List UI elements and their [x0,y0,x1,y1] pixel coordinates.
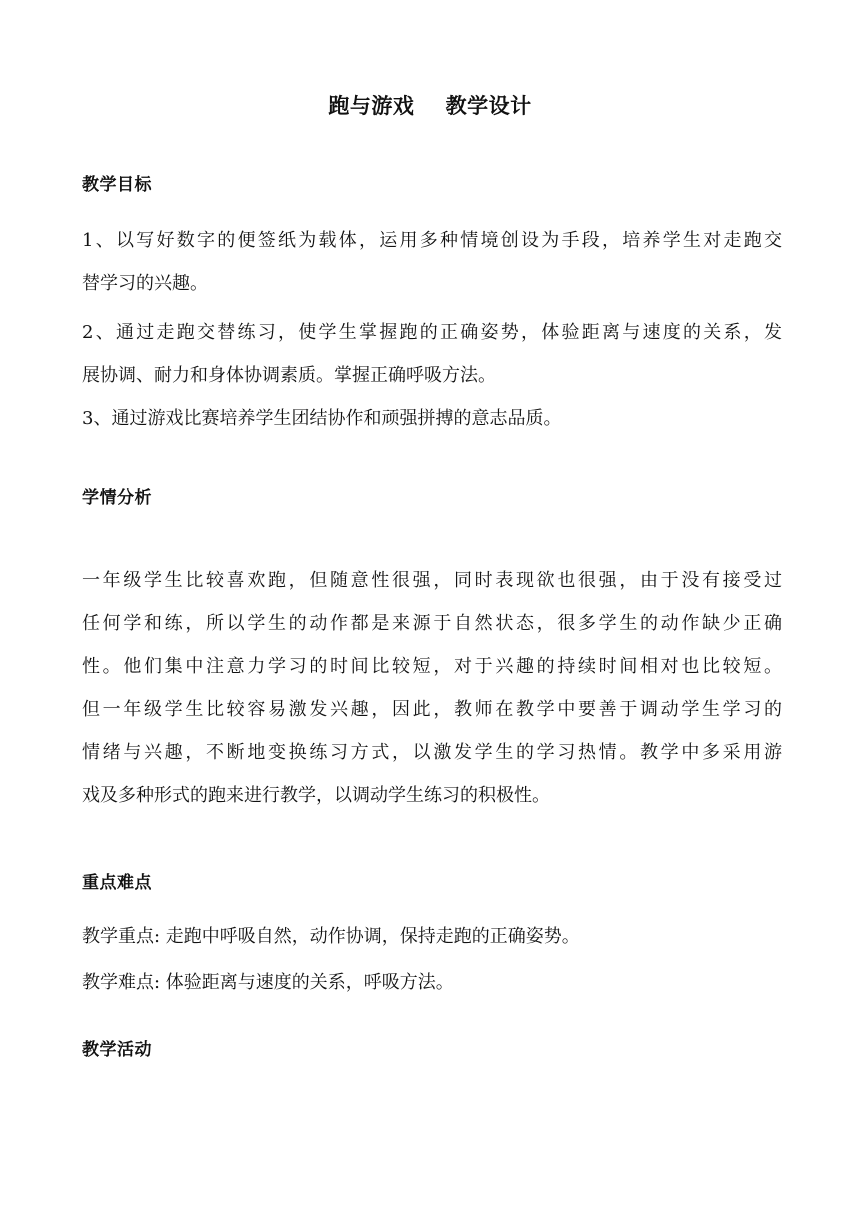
paragraph-line: 教学重点: 走跑中呼吸自然，动作协调，保持走跑的正确姿势。 [82,926,580,947]
paragraph-line: 替学习的兴趣。 [82,273,208,294]
difficulty-paragraph [82,961,782,1004]
section-heading-activities: 教学活动 [82,1040,152,1060]
paragraph-line: 一年级学生比较喜欢跑，但随意性很强，同时表现欲也很强，由于没有接受过 [82,570,782,591]
analysis-paragraph [82,559,782,817]
objective-paragraph-2 [82,311,782,397]
objective-paragraph-1 [82,219,782,305]
paragraph-line: 2、通过走跑交替练习，使学生掌握跑的正确姿势，体验距离与速度的关系，发 [82,322,782,343]
section-heading-analysis: 学情分析 [82,488,152,508]
paragraph-line: 3、通过游戏比赛培养学生团结协作和顽强拼搏的意志品质。 [82,408,562,429]
paragraph-line: 性。他们集中注意力学习的时间比较短，对于兴趣的持续时间相对也比较短。 [82,656,782,677]
paragraph-line: 教学难点: 体验距离与速度的关系，呼吸方法。 [82,972,454,993]
document-title: 跑与游戏 教学设计 [328,94,532,118]
key-point-paragraph [82,915,782,958]
paragraph-line: 但一年级学生比较容易激发兴趣，因此，教师在教学中要善于调动学生学习的 [82,699,782,720]
section-heading-key-points: 重点难点 [82,873,152,893]
paragraph-line: 1、以写好数字的便签纸为载体，运用多种情境创设为手段，培养学生对走跑交 [82,230,782,251]
paragraph-line: 戏及多种形式的跑来进行教学，以调动学生练习的积极性。 [82,785,550,806]
objective-paragraph-3 [82,397,782,440]
section-heading-objectives: 教学目标 [82,175,152,195]
paragraph-line: 情绪与兴趣，不断地变换练习方式，以激发学生的学习热情。教学中多采用游 [82,742,782,763]
paragraph-line: 展协调、耐力和身体协调素质。掌握正确呼吸方法。 [82,365,496,386]
paragraph-line: 任何学和练，所以学生的动作都是来源于自然状态，很多学生的动作缺少正确 [82,613,782,634]
